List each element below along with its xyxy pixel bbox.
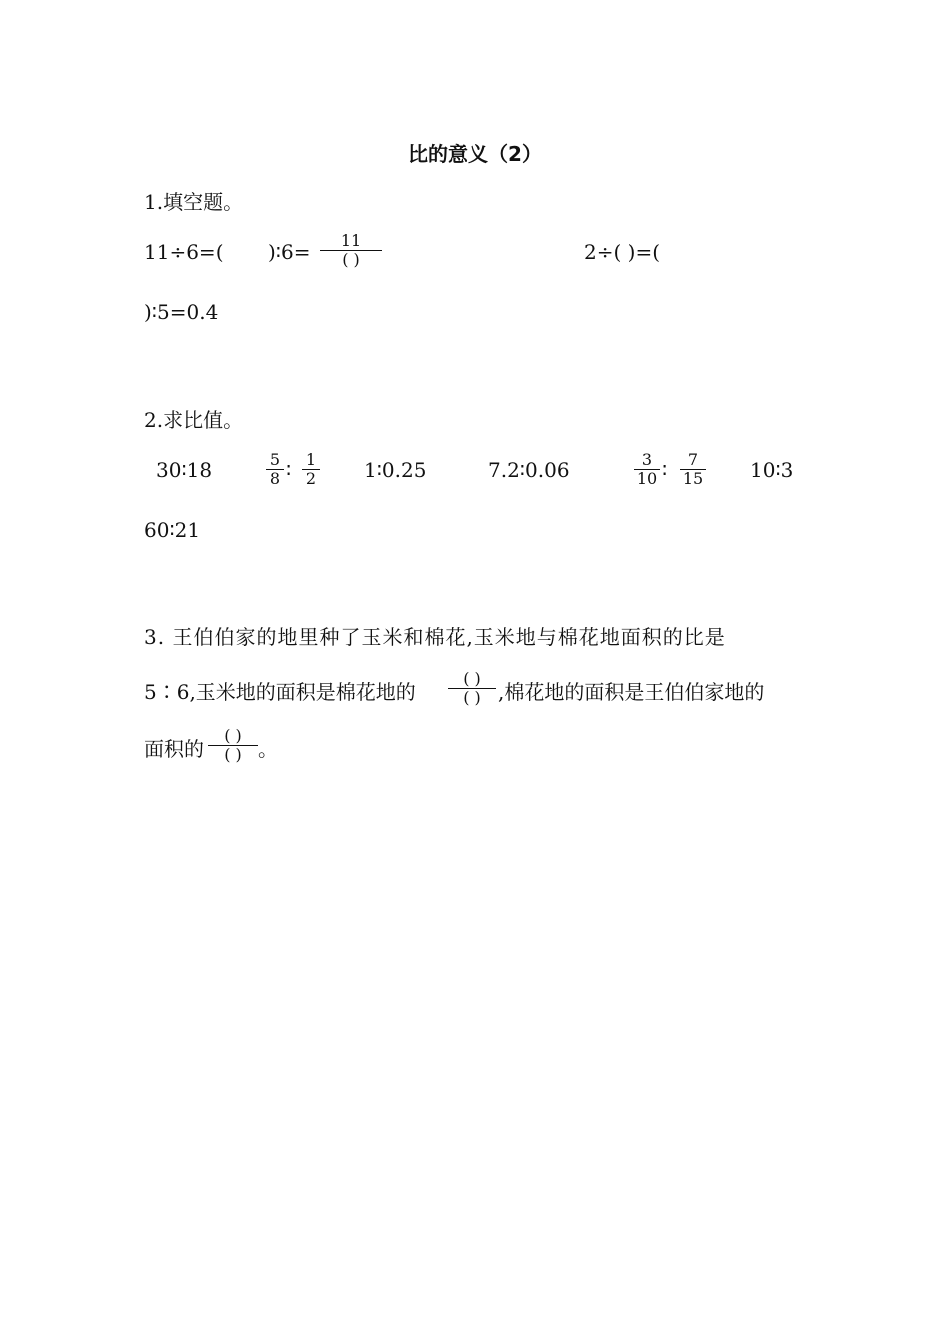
ratio-item-4: 7.2∶0.06 bbox=[488, 458, 570, 482]
q3-line1: 3. 王伯伯家的地里种了玉米和棉花,玉米地与棉花地面积的比是 bbox=[144, 625, 726, 649]
q3-line2-a: 5∶6,玉米地的面积是棉花地的 bbox=[144, 680, 416, 704]
fraction-denominator: 15 bbox=[682, 469, 704, 488]
ratio-item-6: 10∶3 bbox=[750, 458, 794, 482]
fraction-denominator: 10 bbox=[636, 469, 658, 488]
q3-line3-b: 。 bbox=[258, 737, 278, 761]
fraction-denominator: 2 bbox=[305, 469, 317, 488]
fraction-numerator: 7 bbox=[680, 451, 706, 470]
fraction-denominator-blank: ( ) bbox=[463, 688, 481, 707]
q3-answer-fraction-1 bbox=[448, 670, 496, 707]
q3-answer-fraction-2 bbox=[208, 727, 258, 764]
fraction-denominator-blank: ( ) bbox=[224, 745, 242, 764]
q1-line1-left-a: 11÷6=( bbox=[144, 240, 224, 264]
ratio-item-5-fraction-a bbox=[634, 451, 660, 488]
q2-heading: 2.求比值。 bbox=[144, 408, 244, 432]
ratio-colon: ∶ bbox=[286, 458, 292, 482]
fraction-numerator-blank: ( ) bbox=[208, 727, 258, 746]
q1-fraction-denominator: ( ) bbox=[342, 250, 360, 269]
q1-line2: )∶5=0.4 bbox=[144, 300, 219, 324]
q3-line3-a: 面积的 bbox=[144, 737, 204, 761]
fraction-denominator: 8 bbox=[269, 469, 281, 488]
q3-line2-b: ,棉花地的面积是王伯伯家地的 bbox=[498, 680, 765, 704]
q1-fraction-numerator: 11 bbox=[320, 232, 382, 251]
fraction-numerator: 5 bbox=[266, 451, 284, 470]
fraction-numerator: 1 bbox=[302, 451, 320, 470]
page-title: 比的意义（2） bbox=[408, 142, 542, 166]
q1-fraction bbox=[320, 232, 382, 269]
ratio-item-1: 30∶18 bbox=[156, 458, 213, 482]
q1-heading: 1.填空题。 bbox=[144, 190, 244, 214]
q1-line1-right: 2÷( )=( bbox=[584, 240, 661, 264]
fraction-numerator-blank: ( ) bbox=[448, 670, 496, 689]
q1-line1-left-b: )∶6= bbox=[268, 240, 311, 264]
ratio-item-7: 60∶21 bbox=[144, 518, 201, 542]
fraction-numerator: 3 bbox=[634, 451, 660, 470]
ratio-item-2-fraction-a bbox=[266, 451, 284, 488]
ratio-colon: ∶ bbox=[662, 458, 668, 482]
ratio-item-3: 1∶0.25 bbox=[364, 458, 427, 482]
ratio-item-5-fraction-b bbox=[680, 451, 706, 488]
ratio-item-2-fraction-b bbox=[302, 451, 320, 488]
